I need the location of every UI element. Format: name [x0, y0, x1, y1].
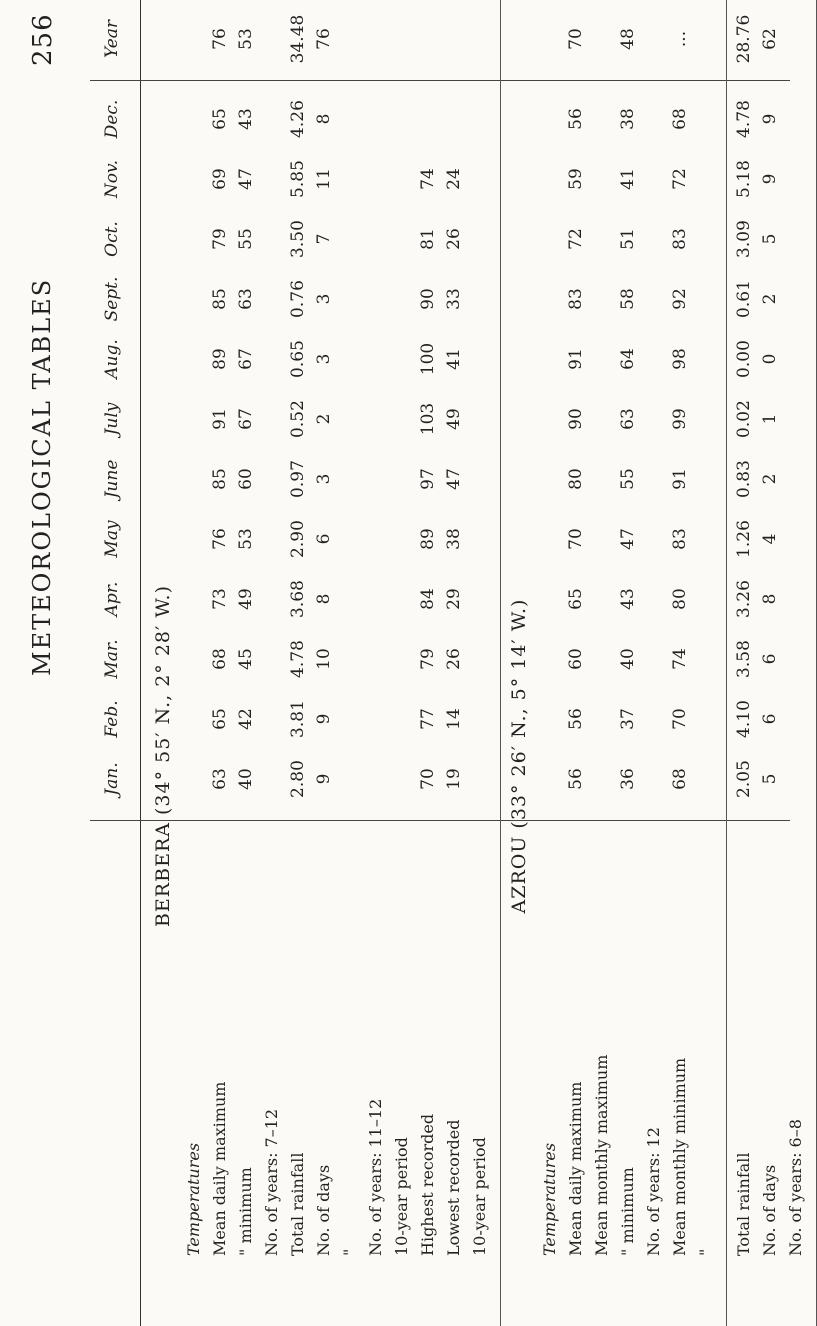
column-header: Aug. [102, 339, 122, 379]
table-cell: 6 [314, 533, 334, 545]
table-cell: 0.02 [734, 400, 754, 438]
table-cell: 99 [670, 408, 690, 430]
table-cell: 8 [314, 593, 334, 605]
table-cell: 9 [314, 773, 334, 785]
table-cell: 24 [444, 168, 464, 190]
table-cell: 53 [236, 28, 256, 50]
table-cell: 38 [444, 528, 464, 550]
section-title: AZROU (33° 26′ N., 5° 14′ W.) [508, 598, 530, 914]
table-cell: 79 [418, 648, 438, 670]
table-cell: 67 [236, 348, 256, 370]
table-cell: 3.68 [288, 580, 308, 618]
table-cell: 19 [444, 768, 464, 790]
table-cell: 77 [418, 708, 438, 730]
table-cell: 79 [210, 228, 230, 250]
table-cell: 92 [670, 288, 690, 310]
table-cell: 83 [670, 528, 690, 550]
column-header: May [102, 520, 122, 558]
table-cell: 63 [618, 408, 638, 430]
table-cell: 89 [210, 348, 230, 370]
table-cell: 63 [210, 768, 230, 790]
table-cell: 0.97 [288, 460, 308, 498]
section-title: BERBERA (34° 55′ N., 2° 28′ W.) [152, 584, 174, 928]
table-cell: 76 [210, 528, 230, 550]
row-label: Lowest recorded [444, 1119, 463, 1256]
table-cell: 4.10 [734, 700, 754, 738]
table-cell: 1.26 [734, 520, 754, 558]
table-cell: 42 [236, 708, 256, 730]
table-cell: 0.52 [288, 400, 308, 438]
row-label: No. of years: 12 [644, 1127, 663, 1256]
table-cell: 89 [418, 528, 438, 550]
table-cell: 40 [236, 768, 256, 790]
row-label: Temperatures [540, 1142, 559, 1256]
row-label: " [696, 1248, 715, 1256]
table-cell: 34.48 [288, 14, 308, 64]
table-cell: 36 [618, 768, 638, 790]
table-cell: 8 [760, 593, 780, 605]
table-cell: 2.05 [734, 760, 754, 798]
table-cell: 76 [314, 28, 334, 50]
table-cell: 72 [670, 168, 690, 190]
row-label: Temperatures [184, 1142, 203, 1256]
table-cell: 84 [418, 588, 438, 610]
table-cell: 74 [670, 648, 690, 670]
table-cell: 103 [418, 402, 438, 436]
table-cell: 6 [760, 713, 780, 725]
table-cell: 47 [236, 168, 256, 190]
table-cell: 70 [566, 528, 586, 550]
table-cell: 65 [210, 108, 230, 130]
table-cell: 90 [566, 408, 586, 430]
table-cell: 33 [444, 288, 464, 310]
table-cell: 7 [314, 233, 334, 245]
row-label: " minimum [618, 1167, 637, 1256]
table-cell: 2 [314, 413, 334, 425]
table-cell: 41 [618, 168, 638, 190]
table-cell: 4.78 [288, 640, 308, 678]
table-cell: 28.76 [734, 14, 754, 64]
table-cell: 5 [760, 773, 780, 785]
table-cell: 55 [236, 228, 256, 250]
table-cell: 3.26 [734, 580, 754, 618]
table-cell: 53 [236, 528, 256, 550]
table-cell: 9 [760, 173, 780, 185]
table-cell: 45 [236, 648, 256, 670]
row-label: No. of days [314, 1164, 333, 1256]
table-cell: 68 [670, 768, 690, 790]
table-cell: 2.90 [288, 520, 308, 558]
table-cell: 47 [444, 468, 464, 490]
row-label: Highest recorded [418, 1113, 437, 1256]
table-cell: 91 [566, 348, 586, 370]
table-cell: 70 [670, 708, 690, 730]
column-header: Jan. [102, 762, 122, 796]
table-cell: 43 [618, 588, 638, 610]
table-cell: 29 [444, 588, 464, 610]
table-cell: 5 [760, 233, 780, 245]
table-cell: 0.83 [734, 460, 754, 498]
row-label: " [340, 1248, 359, 1256]
table-cell: 76 [210, 28, 230, 50]
column-rule [90, 820, 790, 821]
table-cell: 60 [236, 468, 256, 490]
table-cell: 2 [760, 293, 780, 305]
climate-table [90, 0, 805, 1326]
table-cell: 41 [444, 348, 464, 370]
column-header: Feb. [102, 700, 122, 738]
table-cell: 37 [618, 708, 638, 730]
column-header: Apr. [102, 581, 122, 617]
table-cell: 0.61 [734, 280, 754, 318]
table-cell: 51 [618, 228, 638, 250]
table-cell: 81 [418, 228, 438, 250]
row-label: No. of years: 7–12 [262, 1108, 281, 1256]
row-label: Mean daily maximum [566, 1081, 585, 1256]
table-cell: 14 [444, 708, 464, 730]
row-label: Mean daily maximum [210, 1081, 229, 1256]
table-cell: 58 [618, 288, 638, 310]
row-label: Total rainfall [288, 1152, 307, 1256]
column-header: Nov. [102, 159, 122, 199]
column-header: Oct. [102, 221, 122, 257]
table-cell: 59 [566, 168, 586, 190]
table-cell: 3 [314, 353, 334, 365]
table-cell: 26 [444, 228, 464, 250]
table-cell: 100 [418, 342, 438, 376]
table-cell: 3.09 [734, 220, 754, 258]
table-cell: 3 [314, 293, 334, 305]
table-cell: 48 [618, 28, 638, 50]
table-cell: 91 [670, 468, 690, 490]
table-cell: 91 [210, 408, 230, 430]
table-cell: 4 [760, 533, 780, 545]
table-cell: 2 [760, 473, 780, 485]
table-cell: 26 [444, 648, 464, 670]
row-label: No. of years: 6–8 [786, 1119, 805, 1256]
table-cell: 72 [566, 228, 586, 250]
table-cell: 0 [760, 353, 780, 365]
table-cell: 9 [760, 113, 780, 125]
table-cell: 8 [314, 113, 334, 125]
table-cell: 0.65 [288, 340, 308, 378]
running-header [28, 0, 68, 1326]
column-header-row [90, 0, 141, 1326]
table-cell: 4.26 [288, 100, 308, 138]
table-cell: ... [670, 30, 690, 48]
table-cell: 3 [314, 473, 334, 485]
row-label: " minimum [236, 1167, 255, 1256]
table-cell: 55 [618, 468, 638, 490]
page-number: 256 [28, 13, 58, 66]
table-cell: 98 [670, 348, 690, 370]
table-cell: 49 [236, 588, 256, 610]
row-label: No. of years: 11–12 [366, 1098, 385, 1256]
table-cell: 56 [566, 708, 586, 730]
table-cell: 85 [210, 468, 230, 490]
row-label: Mean monthly maximum [592, 1054, 611, 1256]
table-cell: 43 [236, 108, 256, 130]
table-cell: 56 [566, 768, 586, 790]
table-cell: 63 [236, 288, 256, 310]
table-cell: 3.50 [288, 220, 308, 258]
table-cell: 2.80 [288, 760, 308, 798]
table-cell: 90 [418, 288, 438, 310]
table-cell: 67 [236, 408, 256, 430]
table-cell: 62 [760, 28, 780, 50]
table-cell: 40 [618, 648, 638, 670]
table-cell: 0.76 [288, 280, 308, 318]
table-cell: 3.81 [288, 700, 308, 738]
table-cell: 83 [566, 288, 586, 310]
table-cell: 6 [760, 653, 780, 665]
table-cell: 56 [566, 108, 586, 130]
table-cell: 9 [314, 713, 334, 725]
table-cell: 73 [210, 588, 230, 610]
table-cell: 97 [418, 468, 438, 490]
table-cell: 70 [566, 28, 586, 50]
section-rule [500, 0, 501, 1326]
table-cell: 3.58 [734, 640, 754, 678]
table-cell: 69 [210, 168, 230, 190]
running-title: METEOROLOGICAL TABLES [28, 277, 56, 676]
column-header: July [102, 402, 122, 436]
table-cell: 5.18 [734, 160, 754, 198]
column-header: Sept. [102, 276, 122, 322]
table-cell: 4.78 [734, 100, 754, 138]
column-header: Dec. [102, 99, 122, 139]
section-rule [726, 0, 727, 1326]
column-rule [90, 80, 790, 81]
table-cell: 5.85 [288, 160, 308, 198]
row-label: Mean monthly minimum [670, 1057, 689, 1256]
table-cell: 68 [670, 108, 690, 130]
table-cell: 65 [566, 588, 586, 610]
row-label: Total rainfall [734, 1152, 753, 1256]
table-cell: 83 [670, 228, 690, 250]
table-cell: 38 [618, 108, 638, 130]
table-cell: 10 [314, 648, 334, 670]
table-cell: 74 [418, 168, 438, 190]
table-cell: 70 [418, 768, 438, 790]
column-header: Mar. [102, 639, 122, 679]
column-header: June [102, 459, 122, 499]
column-header: Year [102, 19, 122, 59]
table-cell: 85 [210, 288, 230, 310]
table-cell: 68 [210, 648, 230, 670]
table-cell: 64 [618, 348, 638, 370]
table-cell: 1 [760, 413, 780, 425]
table-cell: 11 [314, 168, 334, 190]
table-cell: 80 [670, 588, 690, 610]
row-label: No. of days [760, 1164, 779, 1256]
table-cell: 47 [618, 528, 638, 550]
table-cell: 49 [444, 408, 464, 430]
row-label: 10-year period [470, 1137, 489, 1256]
table-cell: 60 [566, 648, 586, 670]
row-label: 10-year period [392, 1137, 411, 1256]
table-cell: 65 [210, 708, 230, 730]
table-cell: 0.00 [734, 340, 754, 378]
table-cell: 80 [566, 468, 586, 490]
